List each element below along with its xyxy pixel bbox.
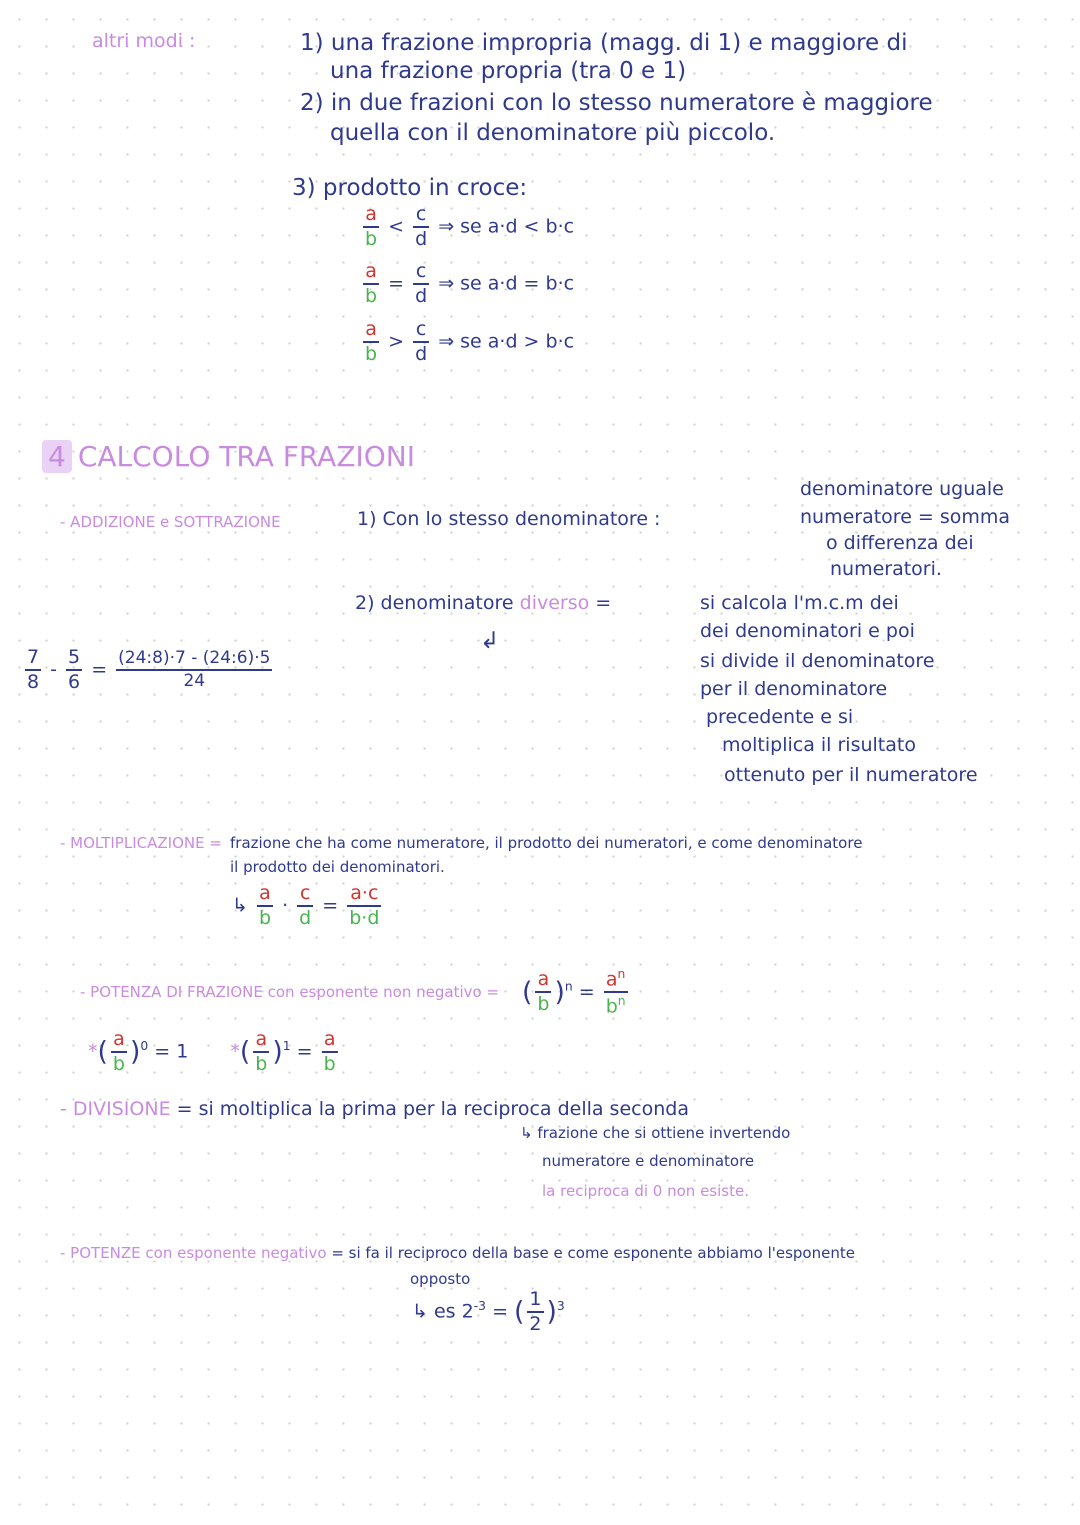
mult-label: - MOLTIPLICAZIONE =: [60, 834, 222, 852]
add-sub-example: $\frac{7}{8}$ - $\frac{5}{6}$ = $\frac{(24:8)\cdot 7 - (24:6)\cdot 5}{24}$: [27, 646, 271, 693]
item3-title: 3) prodotto in croce:: [292, 175, 528, 201]
division-note1: ↳ frazione che si ottiene invertendo: [520, 1124, 791, 1142]
add-sub-case2: 2) denominatore diverso =: [355, 592, 612, 614]
altri-modi-label: altri modi :: [92, 30, 196, 52]
case1-rule4: numeratori.: [830, 558, 942, 580]
mult-desc1: frazione che ha come numeratore, il prodotto dei numeratori, e come denominatore: [230, 834, 863, 852]
mult-desc2: il prodotto dei denominatori.: [230, 858, 445, 876]
rule-greater: $\frac{a}{b}$ > $\frac{c}{d}$ ⇒ se a·d > b·c: [365, 318, 575, 365]
division-note3: la reciproca di 0 non esiste.: [542, 1182, 749, 1200]
case2-rule1: si calcola l'm.c.m dei: [700, 592, 899, 614]
power-special-cases: *( $\frac{a}{b}$ )$^0$ = 1 *( $\frac{a}{b}$ )$^1$ = $\frac{a}{b}$: [88, 1028, 336, 1075]
down-arrow-icon: ↲: [480, 628, 500, 654]
add-sub-case1: 1) Con lo stesso denominatore :: [357, 508, 661, 530]
fraction-c-d: $\frac{c}{d}$: [415, 203, 428, 250]
case2-rule2: dei denominatori e poi: [700, 620, 915, 642]
case2-rule5: precedente e si: [706, 706, 854, 728]
case1-rule2: numeratore = somma: [800, 506, 1011, 528]
case1-rule3: o differenza dei: [826, 532, 974, 554]
division-line: - DIVISIONE = si moltiplica la prima per la reciproca della seconda: [60, 1098, 689, 1120]
item1-line2: una frazione propria (tra 0 e 1): [330, 58, 687, 84]
case2-rule4: per il denominatore: [700, 678, 888, 700]
item2-line1: 2) in due frazioni con lo stesso numeratore è maggiore: [300, 90, 933, 116]
case2-rule3: si divide il denominatore: [700, 650, 935, 672]
power-label: - POTENZA DI FRAZIONE con esponente non negativo =: [80, 983, 500, 1001]
rule-equal: $\frac{a}{b}$ = $\frac{c}{d}$ ⇒ se a·d = b·c: [365, 260, 575, 307]
case1-rule1: denominatore uguale: [800, 478, 1004, 500]
fraction-a-b: $\frac{a}{b}$: [365, 203, 378, 250]
negative-power-line2: opposto: [410, 1270, 471, 1288]
case2-rule7: ottenuto per il numeratore: [724, 764, 978, 786]
negative-power-line: - POTENZE con esponente negativo = si fa il reciproco della base e come esponente abbiamo l'esponente: [60, 1244, 855, 1262]
negative-power-example: ↳ es $2^{-3}$ = ( $\frac{1}{2}$ )$^3$: [412, 1288, 565, 1335]
mult-formula: ↳ $\frac{a}{b}$ · $\frac{c}{d}$ = $\frac{a\cdot c}{b\cdot d}$: [232, 882, 380, 929]
division-note2: numeratore e denominatore: [542, 1152, 755, 1170]
power-formula: ( $\frac{a}{b}$ )$^n$ = $\frac{a^n}{b^n}$: [522, 967, 626, 1018]
add-sub-label: - ADDIZIONE e SOTTRAZIONE: [60, 513, 281, 531]
item1-line1: 1) una frazione impropria (magg. di 1) e maggiore di: [300, 30, 908, 56]
case2-rule6: moltiplica il risultato: [722, 734, 916, 756]
rule-less: $\frac{a}{b}$ < $\frac{c}{d}$ ⇒ se a·d < b·c: [365, 203, 575, 250]
section4-heading: 4 CALCOLO TRA FRAZIONI: [42, 440, 415, 473]
item2-line2: quella con il denominatore più piccolo.: [330, 120, 776, 146]
